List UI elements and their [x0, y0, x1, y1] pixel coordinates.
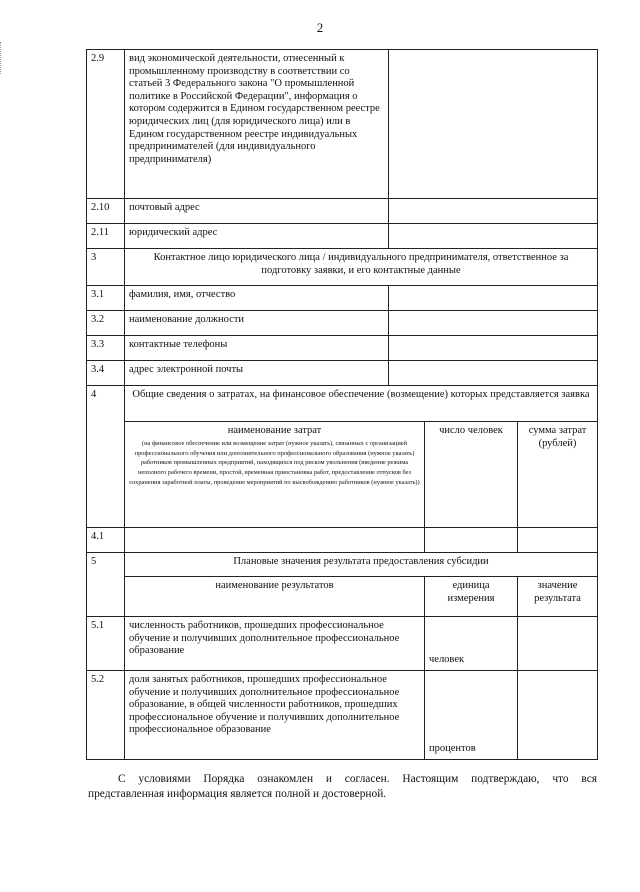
result-unit-header: единица измерения	[425, 577, 518, 617]
row-label: почтовый адрес	[125, 199, 389, 224]
row-3	[87, 249, 598, 286]
row-number: 3.2	[87, 311, 125, 336]
value-cell[interactable]	[389, 286, 598, 311]
row-number: 4.1	[87, 528, 125, 553]
row-number: 5.2	[87, 671, 125, 760]
cost-name-cell[interactable]	[125, 528, 425, 553]
cost-name-title: наименование затрат	[227, 425, 322, 436]
row-5-2	[87, 671, 598, 760]
confirmation-line-2: представленная информация является полной и достоверной.	[88, 787, 387, 800]
results-header-row	[87, 577, 598, 617]
result-name-header: наименование результатов	[125, 577, 425, 617]
row-4	[87, 386, 598, 422]
row-label: контактные телефоны	[125, 336, 389, 361]
row-label: наименование должности	[125, 311, 389, 336]
section-heading: Плановые значения результата предоставления субсидии	[125, 553, 598, 577]
cost-name-note: (на финансовое обеспечение или возмещение затрат (нужное указать), связанных с организацией профессионального обучения или дополнительного профессионального образования (нужное указать) работников промышленных предприятий, находящихся под риском увольнения (введение режима неполного рабочего времени, простой, временная приостановка работ, предоставление отпусков без сохранения заработной платы, проведение мероприятий по высвобождению работников (нужное указать))	[129, 439, 420, 487]
value-cell[interactable]	[389, 311, 598, 336]
row-5-1	[87, 617, 598, 671]
row-number: 3.1	[87, 286, 125, 311]
confirmation-line-1	[88, 772, 597, 787]
result-unit-cell: человек	[425, 617, 518, 671]
row-5	[87, 553, 598, 577]
people-count-cell[interactable]	[425, 528, 518, 553]
section-heading: Общие сведения о затратах, на финансовое обеспечение (возмещение) которых представляется заявка	[125, 386, 598, 422]
people-count-header: число человек	[425, 422, 518, 528]
costs-header-row	[87, 422, 598, 528]
row-3-1	[87, 286, 598, 311]
row-label: вид экономической деятельности, отнесенный к промышленному производству в соответствии со статьей 3 Федерального закона "О промышленной политике в Российской Федерации", информация о котором содержится в Едином государственном реестре юридических лиц (для юридического лица) или в Едином государственном реестре индивидуальных предпринимателей (для индивидуального предпринимателя)	[125, 50, 389, 199]
result-value-cell[interactable]	[518, 617, 598, 671]
row-label: доля занятых работников, прошедших профессиональное обучение и получивших дополнительное профессиональное образование, в общей численности работников, прошедших профессиональное обучение и получивших дополнительное профессиональное образование	[125, 671, 425, 760]
row-number: 3.3	[87, 336, 125, 361]
result-value-cell[interactable]	[518, 671, 598, 760]
value-cell[interactable]	[389, 199, 598, 224]
row-number: 3.4	[87, 361, 125, 386]
row-2-10	[87, 199, 598, 224]
row-3-3	[87, 336, 598, 361]
row-label: адрес электронной почты	[125, 361, 389, 386]
confirmation-statement	[88, 772, 597, 802]
row-number: 4	[87, 386, 125, 528]
section-heading: Контактное лицо юридического лица / индивидуального предпринимателя, ответственное за подготовку заявки, и его контактные данные	[125, 249, 598, 286]
cost-name-header	[125, 422, 425, 528]
row-3-2	[87, 311, 598, 336]
row-number: 3	[87, 249, 125, 286]
row-label: юридический адрес	[125, 224, 389, 249]
row-2-9	[87, 50, 598, 199]
scan-margin-marks	[0, 42, 4, 74]
value-cell[interactable]	[389, 50, 598, 199]
result-value-header: значение результата	[518, 577, 598, 617]
row-number: 5	[87, 553, 125, 617]
row-label: численность работников, прошедших профессиональное обучение и получивших дополнительное профессиональное образование	[125, 617, 425, 671]
application-form-table	[86, 49, 598, 760]
page-number: 2	[316, 20, 324, 35]
row-number: 2.10	[87, 199, 125, 224]
value-cell[interactable]	[389, 361, 598, 386]
row-2-11	[87, 224, 598, 249]
value-cell[interactable]	[389, 336, 598, 361]
confirmation-line-1-text: С условиями Порядка ознакомлен и согласен. Настоящим подтверждаю, что вся	[118, 773, 597, 785]
cost-sum-cell[interactable]	[518, 528, 598, 553]
row-label: фамилия, имя, отчество	[125, 286, 389, 311]
row-4-1	[87, 528, 598, 553]
row-3-4	[87, 361, 598, 386]
result-unit-cell: процентов	[425, 671, 518, 760]
row-number: 5.1	[87, 617, 125, 671]
cost-sum-header: сумма затрат (рублей)	[518, 422, 598, 528]
value-cell[interactable]	[389, 224, 598, 249]
row-number: 2.9	[87, 50, 125, 199]
row-number: 2.11	[87, 224, 125, 249]
